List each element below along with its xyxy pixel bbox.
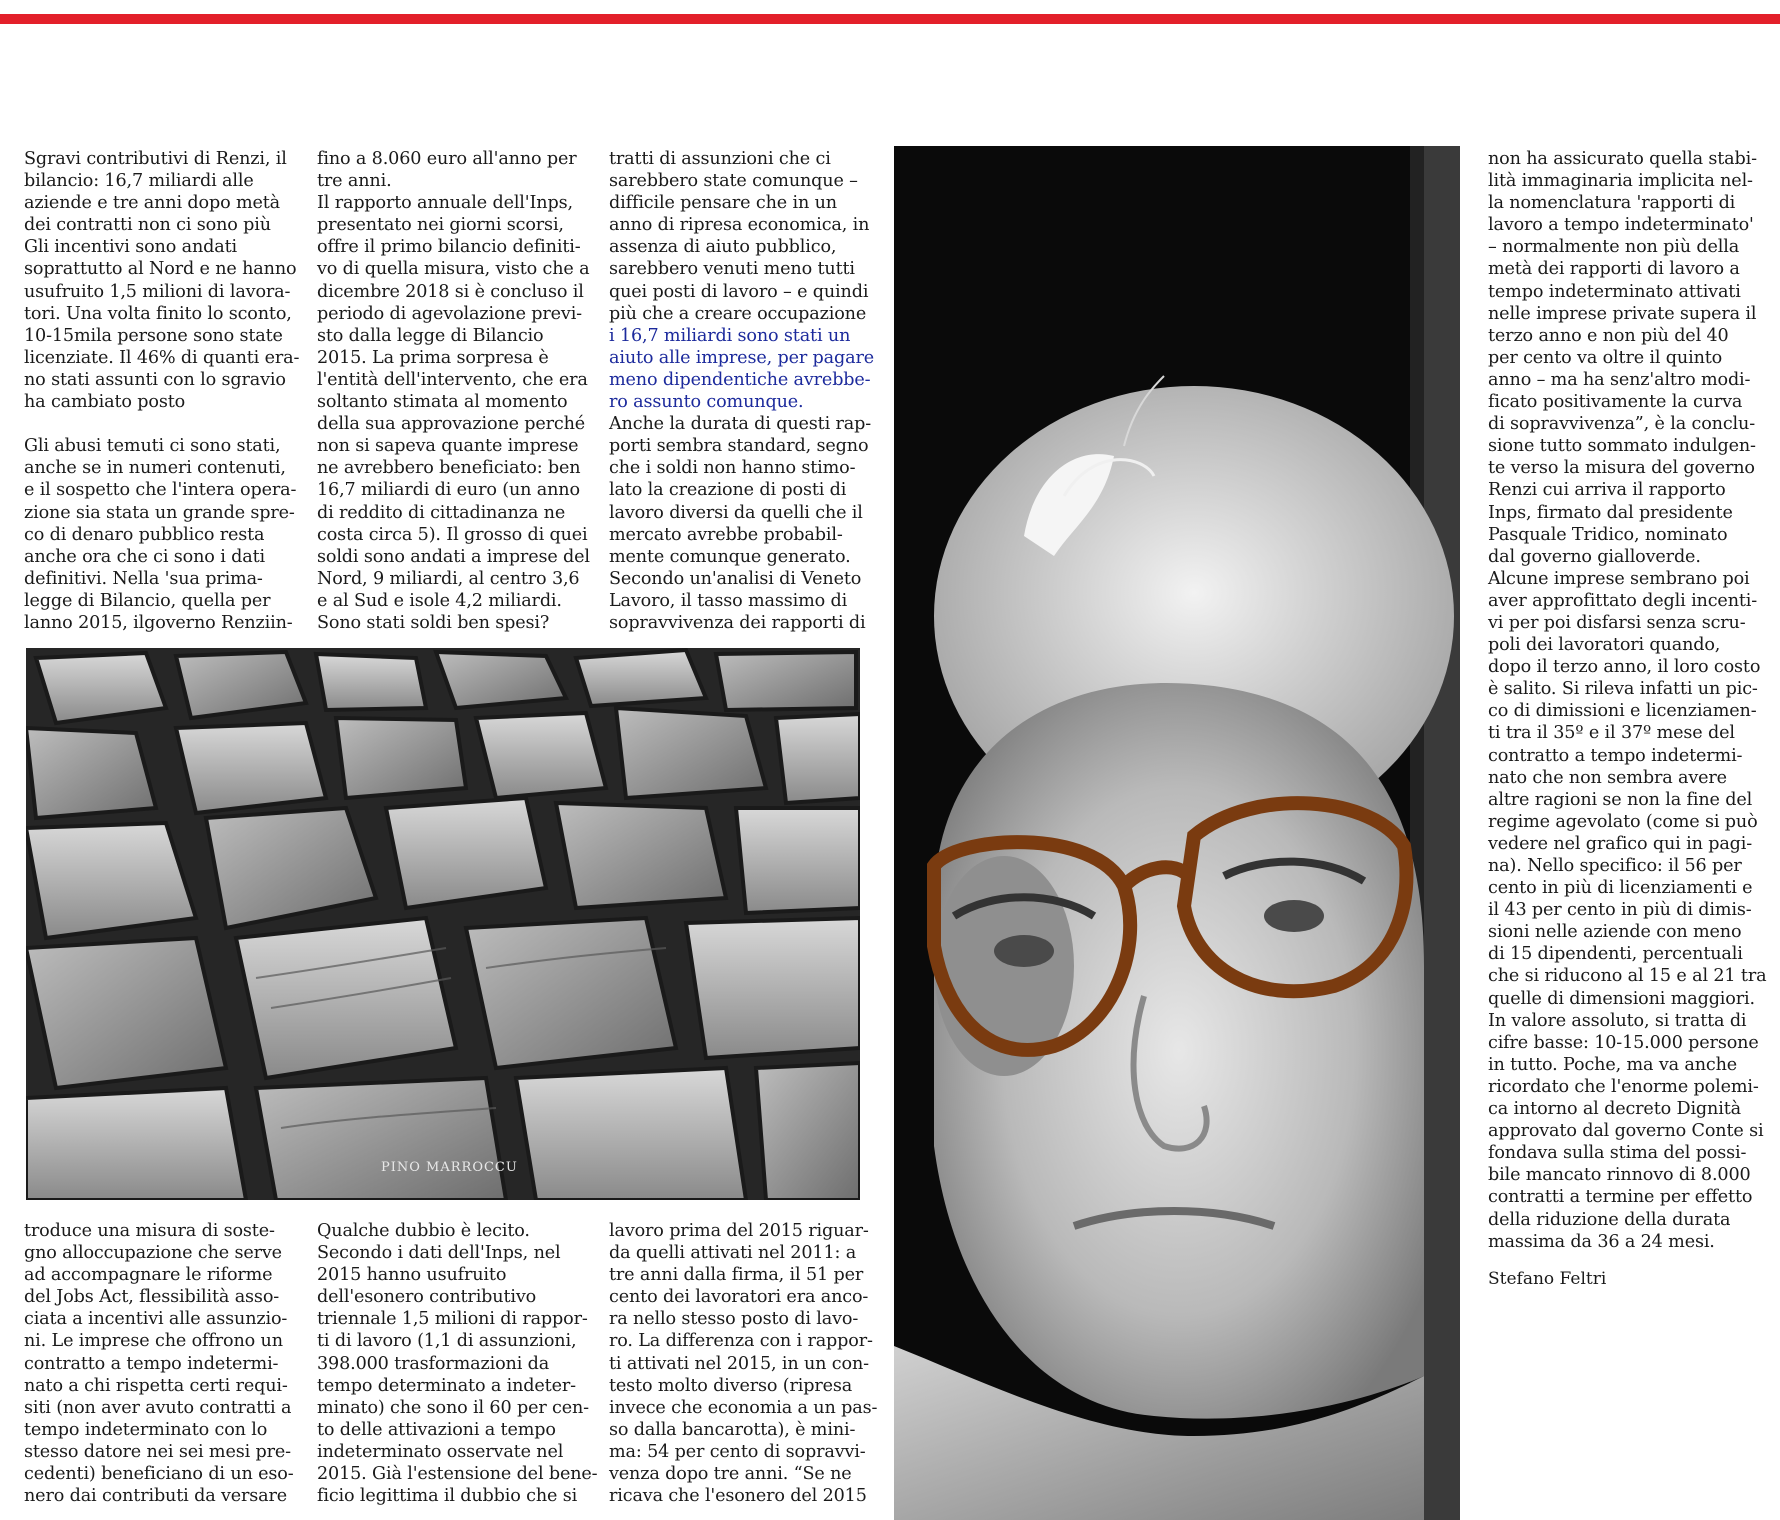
article-col3-bottom: lavoro prima del 2015 riguar- da quelli attivati nel 2011: a tre anni dalla firma, il 51 per cento dei lavoratori era anco- ra nello stesso posto di lavo- ro. La differenza con i rappor- ti attivati nel 2015, in un con- testo molto diverso (ripresa invece che economia a un pas- so dalla bancarotta), è mini- ma: 54 per cento di sopravvi- venza dopo tre anni. “Se ne ricava che l'esonero del 2015 (609, 1221, 878, 1507)
article-col1-top: Sgravi contributivi di Renzi, il bilancio: 16,7 miliardi alle aziende e tre anni dopo metà dei contratti non ci sono più Gli incentivi sono andati soprattutto al Nord e ne hanno usufruito 1,5 milioni di lavora- tori. Una volta finito lo sconto, 10-15mila persone sono state licenziate. Il 46% di quanti era- no stati assunti con lo sgravio ha cambiato posto Gli abusi temuti ci sono stati, anche se in numeri contenuti, e il sospetto che l'intera opera- zione sia stata un grande spre- co di denaro pubblico resta anche ora che ci sono i dati definitivi. Nella 'sua prima- legge di Bilancio, quella per lanno 2015, ilgoverno Renziin- (24, 149, 300, 633)
article-col3-top (609, 148, 891, 634)
article-col5: non ha assicurato quella stabi- lità immaginaria implicita nel- la nomenclatura 'rapporti di lavoro a tempo indeterminato' – normalmente non più della metà dei rapporti di lavoro a tempo indeterminato attivati nelle imprese private supera il terzo anno e non più del 40 per cento va oltre il quinto anno – ma ha senz'altro modi- ficato positivamente la curva di sopravvivenza”, è la conclu- sione tutto sommato indulgen- te verso la misura del governo Renzi cui arriva il rapporto Inps, firmato dal presidente Pasquale Tridico, nominato dal governo gialloverde. Alcune imprese sembrano poi aver approfittato degli incenti- vi per poi disfarsi senza scru- poli dei lavoratori quando, dopo il terzo anno, il loro costo è salito. Si rileva infatti un pic- co di dimissioni e licenziamen- ti tra il 35º e il 37º mese del contratto a tempo indetermi- nato che non sembra avere altre ragioni se non la fine del regime agevolato (come si può vedere nel grafico qui in pagi- na). Nello specifico: il 56 per cento in più di licenziamenti e il 43 per cento in più di dimis- sioni nelle aziende con meno di 15 dipendenti, percentuali che si riducono al 15 e al 21 tra quelle di dimensioni maggiori. In valore assoluto, si tratta di cifre basse: 10-15.000 persone in tutto. Poche, ma va anche ricordato che l'enorme polemi- ca intorno al decreto Dignità approvato dal governo Conte si fondava sulla stima del possi- bile mancato rinnovo di 8.000 contratti a termine per effetto della riduzione della durata massima da 36 a 24 mesi. (1488, 149, 1767, 1252)
col3-text-a: tratti di assunzioni che ci sarebbero state comunque – difficile pensare che in un anno di ripresa economica, in assenza di aiuto pubblico, sarebbero venuti meno tutti quei posti di lavoro – e quindi più che a creare occupazione (609, 149, 870, 324)
col3-text-b: Anche la durata di questi rap- porti sembra standard, segno che i soldi non hanno stimo- lato la creazione di posti di lavoro diversi da quelli che il mercato avrebbe probabil- mente comunque generato. Secondo un'analisi di Veneto Lavoro, il tasso massimo di sopravvivenza dei rapporti di (609, 414, 871, 633)
portrait-photo-illustration (894, 146, 1460, 1520)
article-col2-bottom: Qualche dubbio è lecito. Secondo i dati dell'Inps, nel 2015 hanno usufruito dell'esonero contributivo triennale 1,5 milioni di rappor- ti di lavoro (1,1 di assunzioni, 398.000 trasformazioni da tempo determinato a indeter- minato) che sono il 60 per cen- to delle attivazioni a tempo indeterminato osservate nel 2015. Già l'estensione del bene- ficio legittima il dubbio che si (317, 1221, 598, 1507)
article-col2-top: fino a 8.060 euro all'anno per tre anni. Il rapporto annuale dell'Inps, presentato nei giorni scorsi, offre il primo bilancio definiti- vo di quella misura, visto che a dicembre 2018 si è concluso il periodo di agevolazione previ- sto dalla legge di Bilancio 2015. La prima sorpresa è l'entità dell'intervento, che era soltanto stimata al momento della sua approvazione perché non si sapeva quante imprese ne avrebbero beneficiato: ben 16,7 miliardi di euro (un anno di reddito di cittadinanza ne costa circa 5). Il grosso di quei soldi sono andati a imprese del Nord, 9 miliardi, al centro 3,6 e al Sud e isole 4,2 miliardi. Sono stati soldi ben spesi? (317, 149, 590, 633)
article-col1-bottom: troduce una misura di soste- gno alloccupazione che serve ad accompagnare le riforme del Jobs Act, flessibilità asso- ciata a incentivi alle assunzio- ni. Le imprese che offrono un contratto a tempo indetermi- nato a chi rispetta certi requi- siti (non aver avuto contratti a tempo indeterminato con lo stesso datore nei sei mesi pre- cedenti) beneficiano di un eso- nero dai contributi da versare (24, 1221, 294, 1507)
portrait-photo (894, 146, 1460, 1520)
photo-credit: PINO MARROCCU (381, 1160, 518, 1175)
top-accent-bar (0, 14, 1780, 24)
col3-highlight-text: i 16,7 miliardi sono stati un aiuto alle imprese, per pagare meno dipendentiche avrebbe- ro assunto comunque. (609, 325, 874, 413)
author-signature: Stefano Feltri (1488, 1269, 1607, 1289)
rocks-photo-illustration (26, 648, 860, 1200)
rocks-photo (26, 648, 860, 1200)
